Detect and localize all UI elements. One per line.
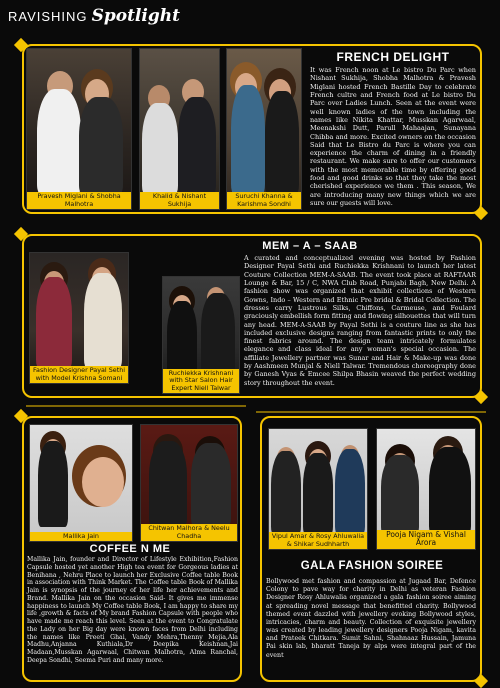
- photo-caption: Ruchiekka Krishnani with Star Salon Hair Expert Niell Talwar: [163, 369, 239, 393]
- article-text-coffee-n-me: Mallika Jain, founder and Director of Lifestyle Exhibition,Fashion Capsule hosted yet another High tea event for Gorgeous ladies at Benihana , Nehru Place to launch her Exclusive Coffee table Book in association with Think Market. The Coffee table Book of Mallika Jain is synopsis of the journey of her life her achievements and Brand. Mallika Jain on the occasion Said- It gives me immense happiness to launch My Coffee table Book, I am happy to share my life ,growth & facts of My brand Fashion Capsule with people who have made me reach this level. Seen at the event to Congratulate the Lady on her Big day were known faces from Delhi including the names like Preeti Ghai, Vandy Mehra,Thenny Mejia,Ala Madhu,Anjanna Kuthiala,Dr Deepika Keishnan,Jai Madaan,Musskan Agarwaal, Chitwan Malhotra, Alma Ranchal, Deepa Sondhi, Seema Puri and many more.: [27, 556, 238, 664]
- photo-caption: Fashion Designer Payal Sethi with Model Krishna Somani: [30, 366, 128, 383]
- decorative-lines: [26, 402, 486, 416]
- magazine-header: [8, 6, 180, 36]
- photo-ruchiekka-niell: [162, 276, 240, 394]
- photo-chitwan-neelu: [140, 424, 238, 542]
- photo-pravesh-shobha: [26, 48, 132, 210]
- section-title-coffee-n-me: COFFEE N ME: [89, 543, 171, 555]
- brand-script: Spotlight: [91, 6, 180, 26]
- photo-vipul-rosy-shikar: [268, 428, 368, 550]
- article-text-french-delight: It was French noon at Le bistro Du Parc when Nishant Sukhija, Shobha Malhotra & Pravesh Miglani hosted French Bastille Day to celebrate French cultre and French food at Le bistro Du Parc over Ladies Lunch. Seen at the event were well known ladies of the town including the names like Nikita Khattar, Musskan Agarwaal, Meenakshi Dutt, Parull Mahaajan, Sunayana Chibba and more. Excited owners on the occasion Said that Le Bistro du Parc is where you can experience the charm of dining in a friendly restaurant. We make sure to offer our customers with the most memorable time by offering good food and good drinks so that they take the most cherished experience we them . This season, We are introducing many new things which we are sure our guests will love.: [310, 66, 476, 207]
- article-text-mem-a-saab: A curated and conceptualized evening was hosted by Fashion Designer Payal Sethi and Ruchiekka Krishnani to launch her latest Couture Collection MEM-A-SAAB. The event took place at RAFTAAR Lounge & Bar, 15 / C, NWA Club Road, Punjabi Bagh, New Delhi. A fashion show was organized that exhibit collections of Western Gowns, Indo – Western and Ethnic Pre bridal & Bridal Collection. The dresses carry Lustrous Silks, Chiffons, Carmeuse, and Foulard graciously embellish form fitting and flowing silhouettes that will turn any head. MEM-A-SAAB by Payal Sethi is a couture line as she has included exclusive designs ranging from fantastic prints to only the finest fabrics around. The design team intricately formulates elegance and class ideal for any woman's special occasion. The affiliate Jewellery partner was Sunar and Hair & Make-up was done by Aashmeen Munjal & Niell Talwar. Tremendous choreography done by Ganesh Vyas & Emcee Shilpa Bhasin weaved the perfect wedding story throughout the event.: [244, 254, 476, 387]
- photo-caption: Pravesh Miglani & Shobha Malhotra: [27, 192, 131, 209]
- photo-caption: Khalid & Nishant Sukhija: [140, 192, 219, 209]
- photo-suruchi-karishma: [226, 48, 302, 210]
- section-title-gala-fashion-soiree: GALA FASHION SOIREE: [300, 560, 444, 572]
- photo-payal-krishna: [29, 252, 129, 384]
- photo-caption: Mallika Jain: [30, 532, 132, 541]
- article-text-gala-fashion-soiree: Bollywood met fashion and compassion at Jugaad Bar, Defence Colony to pave way for charity in Delhi as veteran Fashion Designer Rosy Ahluwalia organized a gala fashion soiree aiming at spreading novel message that benefitted charity. Bollywood themed event dazzled with jewellery evoking Bollywood styles, intricacies, charm and beauty. Collection of exquisite jewellery was created by leading jewellery designers Pooja Nigam, kavita and Prateek Chitkara. Sumit Sahni, Shahnaaz Hussain, Jamuna Pai skin lab, bharatt Taneja by alps were integral part of the event: [266, 578, 476, 659]
- photo-khalid-nishant: [139, 48, 220, 210]
- photo-pooja-vishal: [376, 428, 476, 550]
- section-title-mem-a-saab: MEM – A – SAAB: [262, 240, 358, 252]
- photo-caption: Pooja Nigam & Vishal Arora: [377, 530, 475, 549]
- brand-name: RAVISHING: [8, 9, 88, 24]
- photo-caption: Suruchi Khanna & Karishma Sondhi: [227, 192, 301, 209]
- photo-caption: Vipul Amar & Rosy Ahluwalia & Shikar Sudhharth: [269, 532, 367, 549]
- section-title-french-delight: FRENCH DELIGHT: [336, 50, 450, 64]
- photo-caption: Chitwan Malhora & Neelu Chadha: [141, 524, 237, 541]
- photo-mallika-jain: [29, 424, 133, 542]
